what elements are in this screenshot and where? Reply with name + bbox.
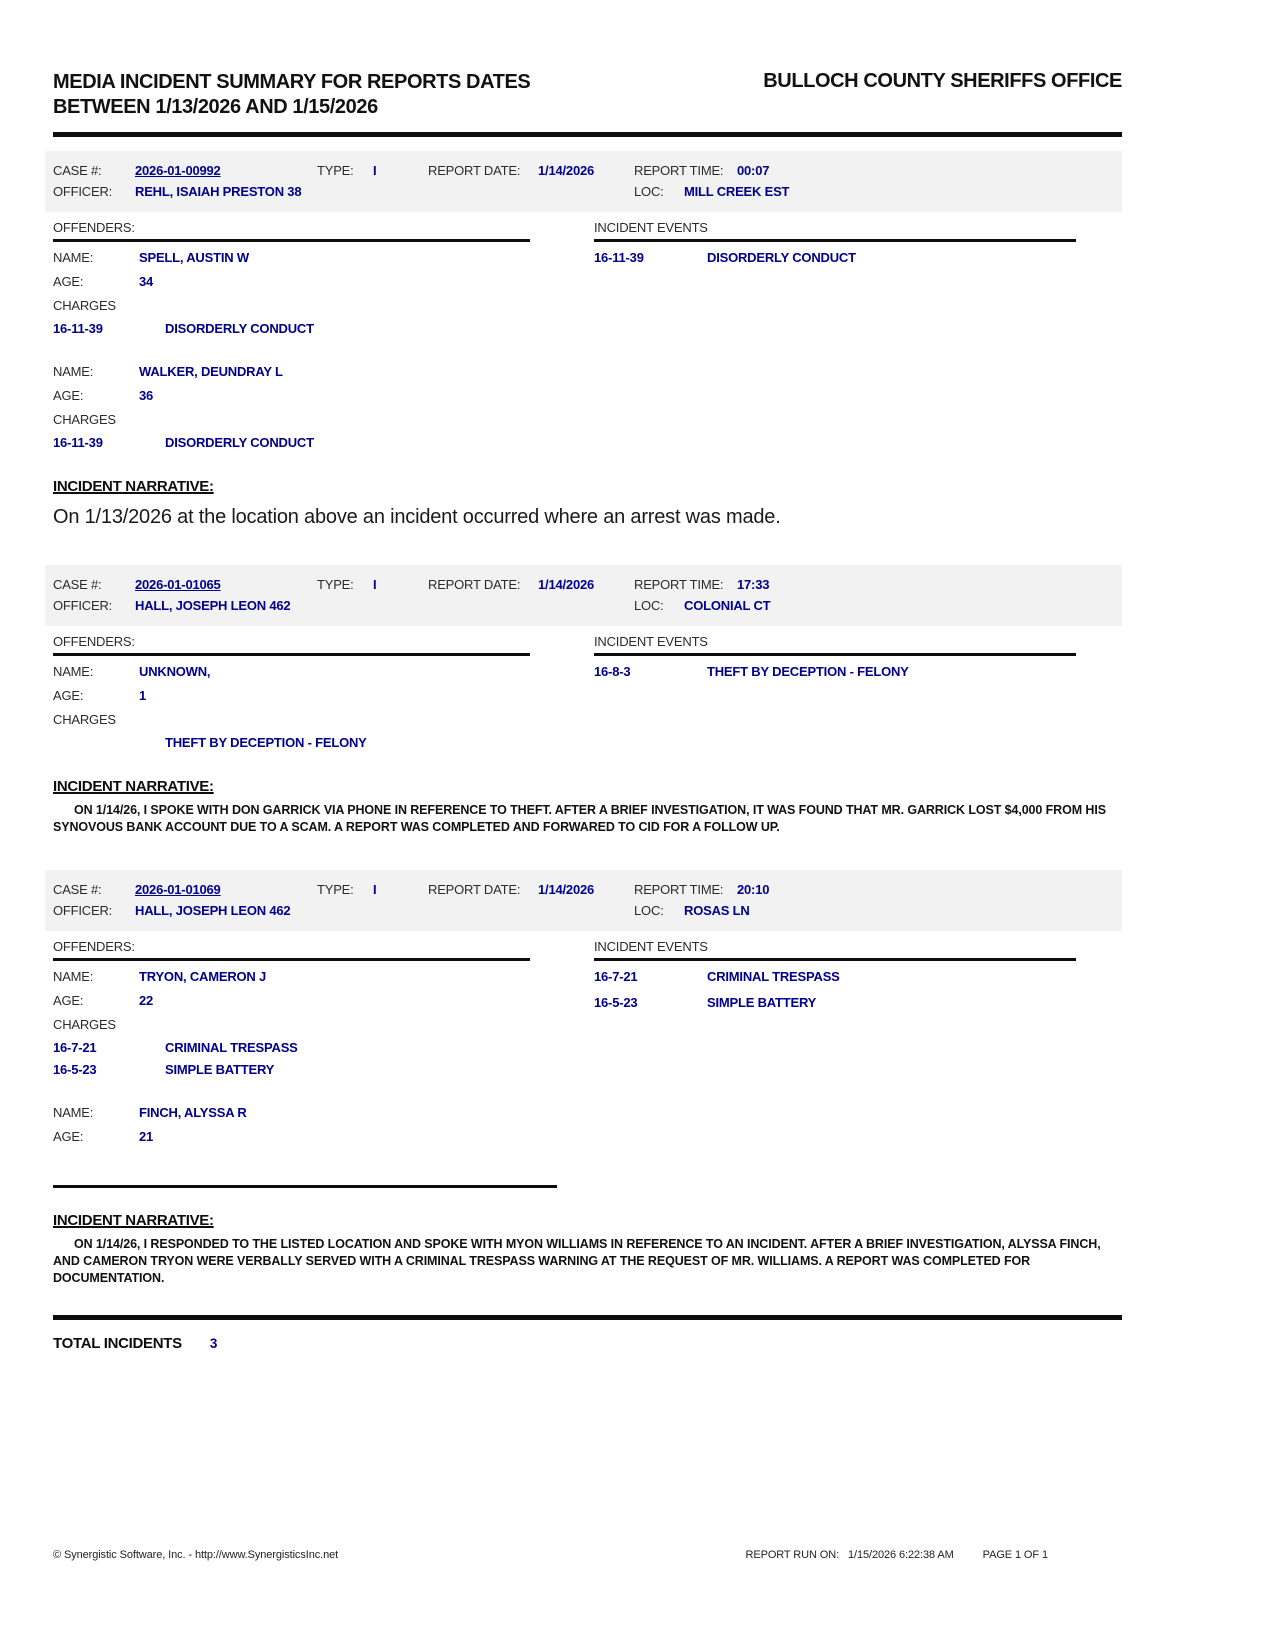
- offender-entry: [53, 660, 530, 754]
- offender-age: 1: [139, 688, 147, 703]
- type-label: TYPE:: [317, 882, 354, 897]
- incident-narrative-text: ON 1/14/26, I SPOKE WITH DON GARRICK VIA PHONE IN REFERENCE TO THEFT. AFTER A BRIEF INVESTIGATION, IT WAS FOUND THAT MR. GARRICK LOST $4,000 FROM HIS SYNOVOUS BANK ACCOUNT DUE TO A SCAM. A REPORT WAS COMPLETED AND FORWARED TO CID FOR A FOLLOW UP.: [53, 803, 1106, 834]
- event-code: 16-7-21: [594, 969, 638, 984]
- charge-row: [53, 1037, 530, 1059]
- event-desc: SIMPLE BATTERY: [707, 995, 817, 1010]
- footer-run-info: [746, 1549, 1048, 1561]
- report-title: MEDIA INCIDENT SUMMARY FOR REPORTS DATES BETWEEN 1/13/2026 AND 1/15/2026: [53, 71, 531, 118]
- report-date-value: 1/14/2026: [538, 882, 595, 897]
- charge-row: [53, 318, 530, 340]
- document-header: [53, 0, 1122, 120]
- event-desc: CRIMINAL TRESPASS: [707, 969, 840, 984]
- incident-events-heading: INCIDENT EVENTS: [594, 939, 1076, 961]
- offender-name: SPELL, AUSTIN W: [139, 250, 249, 265]
- incident-events-column: [594, 634, 1076, 754]
- case-header: [45, 565, 1122, 626]
- charge-row: [53, 1059, 530, 1081]
- charges-label: CHARGES: [53, 1017, 116, 1032]
- officer-value: REHL, ISAIAH PRESTON 38: [135, 184, 302, 199]
- offender-entry: [53, 360, 530, 454]
- total-incidents-value: 3: [209, 1336, 218, 1351]
- report-date-label: REPORT DATE:: [428, 163, 521, 178]
- event-row: [594, 991, 1076, 1014]
- loc-value: MILL CREEK EST: [684, 184, 790, 199]
- charges-label: CHARGES: [53, 712, 116, 727]
- incident-narrative-heading: INCIDENT NARRATIVE:: [53, 478, 214, 495]
- offender-age: 36: [139, 388, 154, 403]
- report-time-value: 20:10: [737, 882, 770, 897]
- age-label: AGE:: [53, 688, 84, 703]
- age-label: AGE:: [53, 993, 84, 1008]
- type-value: I: [373, 882, 377, 897]
- case-block-3: [53, 870, 1122, 1287]
- event-desc: THEFT BY DECEPTION - FELONY: [707, 664, 909, 679]
- event-code: 16-5-23: [594, 995, 638, 1010]
- name-label: NAME:: [53, 969, 94, 984]
- case-number-label: CASE #:: [53, 163, 102, 178]
- incident-narrative-text: On 1/13/2026 at the location above an incident occurred where an arrest was made.: [53, 506, 781, 528]
- incident-events-column: [594, 220, 1076, 454]
- type-label: TYPE:: [317, 163, 354, 178]
- incident-narrative-heading: INCIDENT NARRATIVE:: [53, 1212, 214, 1229]
- loc-value: COLONIAL CT: [684, 598, 771, 613]
- total-incidents: [53, 1335, 1122, 1352]
- agency-title: BULLOCH COUNTY SHERIFFS OFFICE: [763, 70, 1122, 92]
- charges-label: CHARGES: [53, 412, 116, 427]
- charges-label: CHARGES: [53, 298, 116, 313]
- event-row: [594, 660, 1076, 683]
- age-label: AGE:: [53, 274, 84, 289]
- page-footer: [53, 1549, 1048, 1561]
- event-row: [594, 246, 1076, 269]
- charge-row: [53, 432, 530, 454]
- name-label: NAME:: [53, 364, 94, 379]
- offender-name: FINCH, ALYSSA R: [139, 1105, 247, 1120]
- report-date-value: 1/14/2026: [538, 577, 595, 592]
- offender-age: 21: [139, 1129, 154, 1144]
- case-number-link[interactable]: 2026-01-00992: [135, 163, 221, 178]
- incident-narrative-text: ON 1/14/26, I RESPONDED TO THE LISTED LOCATION AND SPOKE WITH MYON WILLIAMS IN REFERENCE TO AN INCIDENT. AFTER A BRIEF INVESTIGATION, ALYSSA FINCH, AND CAMERON TRYON WERE VERBALLY SERVED WITH A CRIMINAL TRESPASS WARNING AT THE REQUEST OF MR. WILLIAMS. A REPORT WAS COMPLETED FOR DOCUMENTATION.: [53, 1237, 1101, 1285]
- report-date-label: REPORT DATE:: [428, 882, 521, 897]
- case-number-label: CASE #:: [53, 577, 102, 592]
- name-label: NAME:: [53, 664, 94, 679]
- offenders-heading: OFFENDERS:: [53, 634, 530, 656]
- offenders-column: [53, 939, 530, 1188]
- type-value: I: [373, 163, 377, 178]
- case-header: [45, 151, 1122, 212]
- age-label: AGE:: [53, 1129, 84, 1144]
- charge-code: 16-11-39: [53, 321, 103, 336]
- report-time-label: REPORT TIME:: [634, 882, 724, 897]
- type-value: I: [373, 577, 377, 592]
- offender-name: WALKER, DEUNDRAY L: [139, 364, 283, 379]
- incident-events-heading: INCIDENT EVENTS: [594, 634, 1076, 656]
- report-run-label: REPORT RUN ON:: [745, 1549, 840, 1561]
- officer-value: HALL, JOSEPH LEON 462: [135, 598, 291, 613]
- charge-row: [53, 732, 530, 754]
- charge-desc: DISORDERLY CONDUCT: [165, 435, 314, 450]
- officer-label: OFFICER:: [53, 184, 113, 199]
- charge-code: [53, 732, 165, 754]
- case-number-link[interactable]: 2026-01-01065: [135, 577, 221, 592]
- case-block-2: [53, 565, 1122, 836]
- loc-label: LOC:: [634, 184, 664, 199]
- event-row: [594, 965, 1076, 988]
- charge-code: 16-5-23: [53, 1062, 97, 1077]
- loc-label: LOC:: [634, 598, 664, 613]
- offender-entry: [53, 1101, 530, 1149]
- page-indicator: PAGE 1 OF 1: [982, 1549, 1048, 1561]
- offender-entry: [53, 965, 530, 1081]
- offender-name: UNKNOWN,: [139, 664, 211, 679]
- officer-label: OFFICER:: [53, 598, 113, 613]
- total-incidents-label: TOTAL INCIDENTS: [53, 1335, 182, 1352]
- loc-label: LOC:: [634, 903, 664, 918]
- event-code: 16-11-39: [594, 250, 644, 265]
- offenders-column: [53, 634, 530, 754]
- case-block-1: [53, 151, 1122, 529]
- footer-vendor: © Synergistic Software, Inc. - http://www.SynergisticsInc.net: [53, 1549, 339, 1561]
- incident-events-heading: INCIDENT EVENTS: [594, 220, 1076, 242]
- officer-value: HALL, JOSEPH LEON 462: [135, 903, 291, 918]
- case-number-label: CASE #:: [53, 882, 102, 897]
- offenders-heading: OFFENDERS:: [53, 939, 530, 961]
- report-run-value: 1/15/2026 6:22:38 AM: [848, 1549, 954, 1561]
- offenders-end-rule: [53, 1185, 557, 1188]
- offenders-column: [53, 220, 530, 454]
- case-header: [45, 870, 1122, 931]
- offenders-heading: OFFENDERS:: [53, 220, 530, 242]
- report-time-label: REPORT TIME:: [634, 163, 724, 178]
- report-date-value: 1/14/2026: [538, 163, 595, 178]
- event-code: 16-8-3: [594, 664, 631, 679]
- charge-desc: CRIMINAL TRESPASS: [165, 1040, 298, 1055]
- header-rule: [53, 132, 1122, 137]
- charge-desc: DISORDERLY CONDUCT: [165, 321, 314, 336]
- charge-desc: THEFT BY DECEPTION - FELONY: [165, 735, 367, 750]
- incident-narrative-heading: INCIDENT NARRATIVE:: [53, 778, 214, 795]
- incident-events-column: [594, 939, 1076, 1188]
- charge-code: 16-11-39: [53, 435, 103, 450]
- event-desc: DISORDERLY CONDUCT: [707, 250, 856, 265]
- case-number-link[interactable]: 2026-01-01069: [135, 882, 221, 897]
- offender-name: TRYON, CAMERON J: [139, 969, 267, 984]
- loc-value: ROSAS LN: [684, 903, 750, 918]
- charge-code: 16-7-21: [53, 1040, 97, 1055]
- name-label: NAME:: [53, 250, 94, 265]
- offender-age: 34: [139, 274, 154, 289]
- report-time-value: 00:07: [737, 163, 770, 178]
- age-label: AGE:: [53, 388, 84, 403]
- totals-rule: [53, 1315, 1122, 1320]
- report-time-value: 17:33: [737, 577, 770, 592]
- officer-label: OFFICER:: [53, 903, 113, 918]
- charge-desc: SIMPLE BATTERY: [165, 1062, 275, 1077]
- offender-age: 22: [139, 993, 154, 1008]
- report-time-label: REPORT TIME:: [634, 577, 724, 592]
- offender-entry: [53, 246, 530, 340]
- type-label: TYPE:: [317, 577, 354, 592]
- name-label: NAME:: [53, 1105, 94, 1120]
- report-date-label: REPORT DATE:: [428, 577, 521, 592]
